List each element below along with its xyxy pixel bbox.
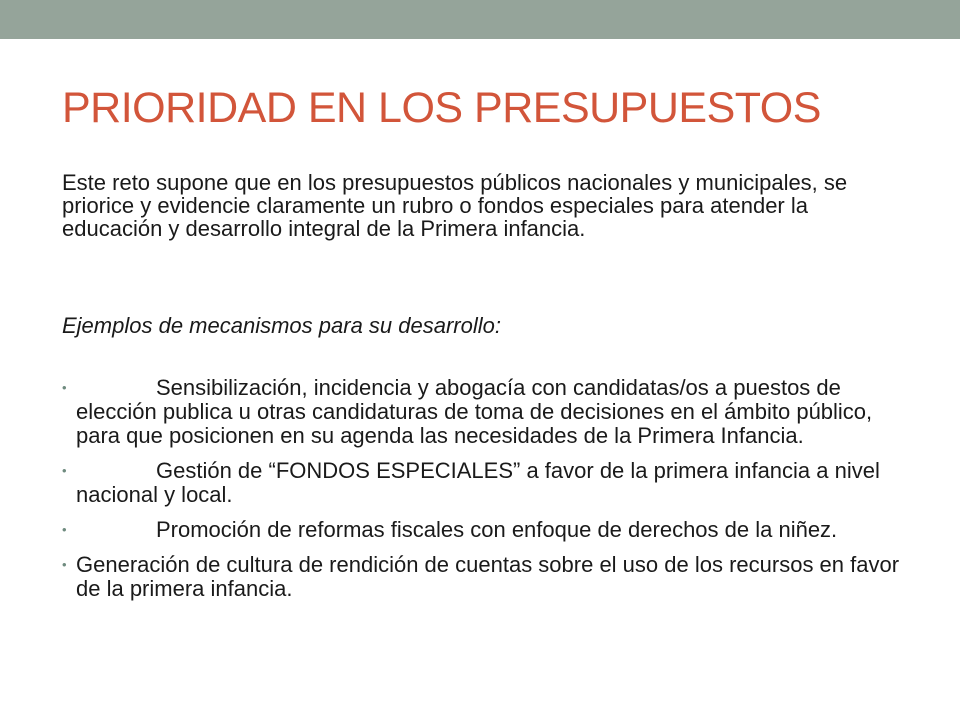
slide-title: PRIORIDAD EN LOS PRESUPUESTOS [62,84,821,132]
bullet-icon: • [62,557,67,572]
bullet-icon: • [62,380,67,395]
bullet-icon: • [62,522,67,537]
list-item [62,376,912,448]
bullet-icon: • [62,463,67,478]
examples-subheading: Ejemplos de mecanismos para su desarrollo: [62,313,501,338]
bullet-text: Generación de cultura de rendición de cuentas sobre el uso de los recursos en favor de la primera infancia. [76,552,900,601]
list-item [62,459,912,507]
mechanisms-list [62,376,912,612]
bullet-text: Gestión de “FONDOS ESPECIALES” a favor de la primera infancia a nivel nacional y local. [76,458,880,507]
intro-paragraph: Este reto supone que en los presupuestos públicos nacionales y municipales, se priorice y evidencie claramente un rubro o fondos especiales para atender la educación y desarrollo integral de la Primera infancia. [62,170,848,241]
bullet-text: Sensibilización, incidencia y abogacía con candidatas/os a puestos de elección publica u otras candidaturas de toma de decisiones en el ámbito público, para que posicionen en su agenda las necesidades de la Primera Infancia. [76,375,873,448]
bullet-text: Promoción de reformas fiscales con enfoque de derechos de la niñez. [156,517,838,542]
list-item [62,553,912,601]
list-item [62,518,912,542]
top-accent-bar [0,0,960,39]
